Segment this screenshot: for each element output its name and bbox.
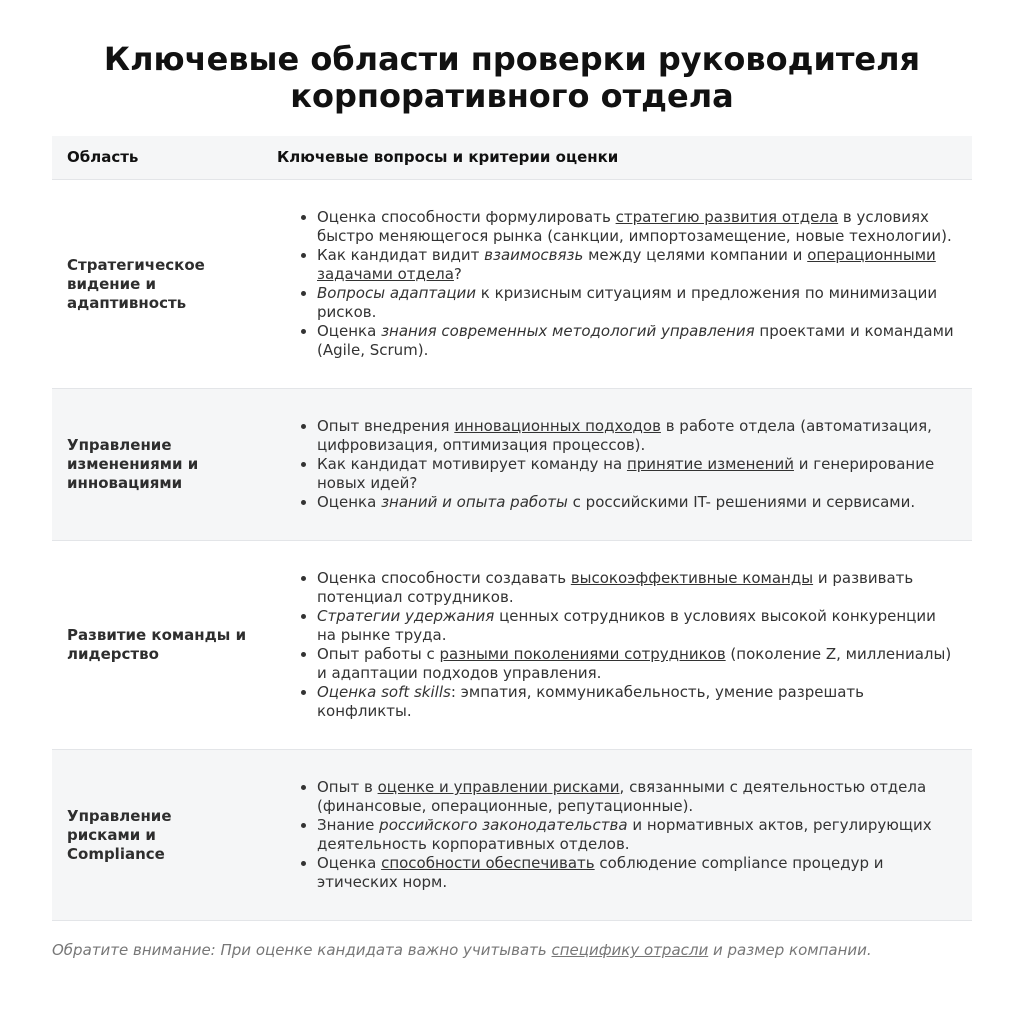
criteria-list [277, 778, 958, 892]
criteria-cell [262, 750, 972, 921]
underlined-term: высокоэффективные команды [570, 569, 814, 587]
criteria-list [277, 569, 958, 721]
criteria-item [317, 645, 958, 683]
table-row-strategy [52, 180, 972, 389]
criteria-item [317, 208, 958, 246]
criteria-item [317, 246, 958, 284]
criteria-cell [262, 180, 972, 389]
area-label: Развитие команды и лидерство [52, 541, 262, 750]
text-segment: с российскими IT- решениями и сервисами. [567, 493, 916, 511]
criteria-cell [262, 389, 972, 541]
criteria-list [277, 417, 958, 512]
criteria-item [317, 569, 958, 607]
italic-term: Стратегии удержания [317, 607, 495, 625]
area-label: Управление изменениями и инновациями [52, 389, 262, 541]
underlined-term: способности обеспечивать [381, 854, 595, 872]
criteria-item [317, 493, 958, 512]
text-segment: Опыт внедрения [317, 417, 455, 435]
underlined-term: специфику отрасли [551, 941, 709, 959]
text-segment: ценных сотрудников в условиях высокой конкуренции на рынке труда. [317, 607, 936, 644]
underlined-term: разными поколениями сотрудников [439, 645, 726, 663]
text-segment: между целями компании и [583, 246, 808, 264]
text-segment: Оценка [317, 493, 382, 511]
document-page [0, 41, 1024, 960]
underlined-term: принятие изменений [626, 455, 794, 473]
italic-term: Оценка soft skills [317, 683, 451, 701]
criteria-item [317, 607, 958, 645]
text-segment: Оценка способности формулировать [317, 208, 616, 226]
table-row-risk [52, 750, 972, 921]
criteria-cell [262, 541, 972, 750]
text-segment: : эмпатия, коммуникабельность, умение разрешать конфликты. [317, 683, 864, 720]
text-segment: к кризисным ситуациям и предложения по минимизации рисков. [317, 284, 938, 321]
text-segment: , связанными с деятельностью отдела (финансовые, операционные, репутационные). [317, 778, 927, 815]
underlined-term: стратегию развития отдела [615, 208, 839, 226]
header-area: Область [52, 136, 262, 180]
text-segment: Как кандидат мотивирует команду на [317, 455, 627, 473]
text-segment: Как кандидат видит [317, 246, 485, 264]
text-segment: Оценка [317, 854, 382, 872]
area-label: Стратегическое видение и адаптивность [52, 180, 262, 389]
italic-term: знаний и опыта работы [381, 493, 568, 511]
italic-term: взаимосвязь [484, 246, 584, 264]
text-segment: Опыт работы с [317, 645, 440, 663]
table-row-team [52, 541, 972, 750]
criteria-item [317, 284, 958, 322]
text-segment: проектами и командами (Agile, Scrum). [317, 322, 954, 359]
page-title: Ключевые области проверки руководителя корпоративного отдела [103, 40, 921, 115]
criteria-item [317, 322, 958, 360]
text-segment: ? [453, 265, 462, 283]
criteria-item [317, 854, 958, 892]
text-segment: Знание [317, 816, 380, 834]
header-criteria: Ключевые вопросы и критерии оценки [262, 136, 972, 180]
criteria-item [317, 417, 958, 455]
criteria-table [52, 136, 972, 921]
text-segment: в работе отдела (автоматизация, цифровизация, оптимизация процессов). [317, 417, 932, 454]
text-segment: Обратите внимание: При оценке кандидата важно учитывать [52, 941, 552, 959]
text-segment: и нормативных актов, регулирующих деятельность корпоративных отделов. [317, 816, 932, 853]
text-segment: и размер компании. [708, 941, 872, 959]
footnote [52, 941, 972, 960]
text-segment: соблюдение compliance процедур и этических норм. [317, 854, 884, 891]
criteria-list [277, 208, 958, 360]
text-segment: и генерирование новых идей? [317, 455, 935, 492]
table-body [52, 180, 972, 921]
underlined-term: оценке и управлении рисками [377, 778, 620, 796]
table-header [52, 136, 972, 180]
text-segment: и развивать потенциал сотрудников. [317, 569, 914, 606]
table-row-innovation [52, 389, 972, 541]
underlined-term: инновационных подходов [454, 417, 661, 435]
criteria-item [317, 455, 958, 493]
text-segment: Оценка [317, 322, 382, 340]
text-segment: Оценка способности создавать [317, 569, 571, 587]
criteria-item [317, 683, 958, 721]
text-segment: в условиях быстро меняющегося рынка (санкции, импортозамещение, новые технологии). [317, 208, 952, 245]
text-segment: (поколение Z, миллениалы) и адаптации подходов управления. [317, 645, 952, 682]
criteria-item [317, 778, 958, 816]
italic-term: российского законодательства [379, 816, 628, 834]
text-segment: Опыт в [317, 778, 378, 796]
italic-term: Вопросы адаптации [317, 284, 477, 302]
criteria-item [317, 816, 958, 854]
italic-term: знания современных методологий управления [381, 322, 755, 340]
underlined-term: операционными задачами отдела [317, 246, 936, 283]
area-label: Управление рисками и Compliance [52, 750, 262, 921]
table-header-row [52, 136, 972, 180]
